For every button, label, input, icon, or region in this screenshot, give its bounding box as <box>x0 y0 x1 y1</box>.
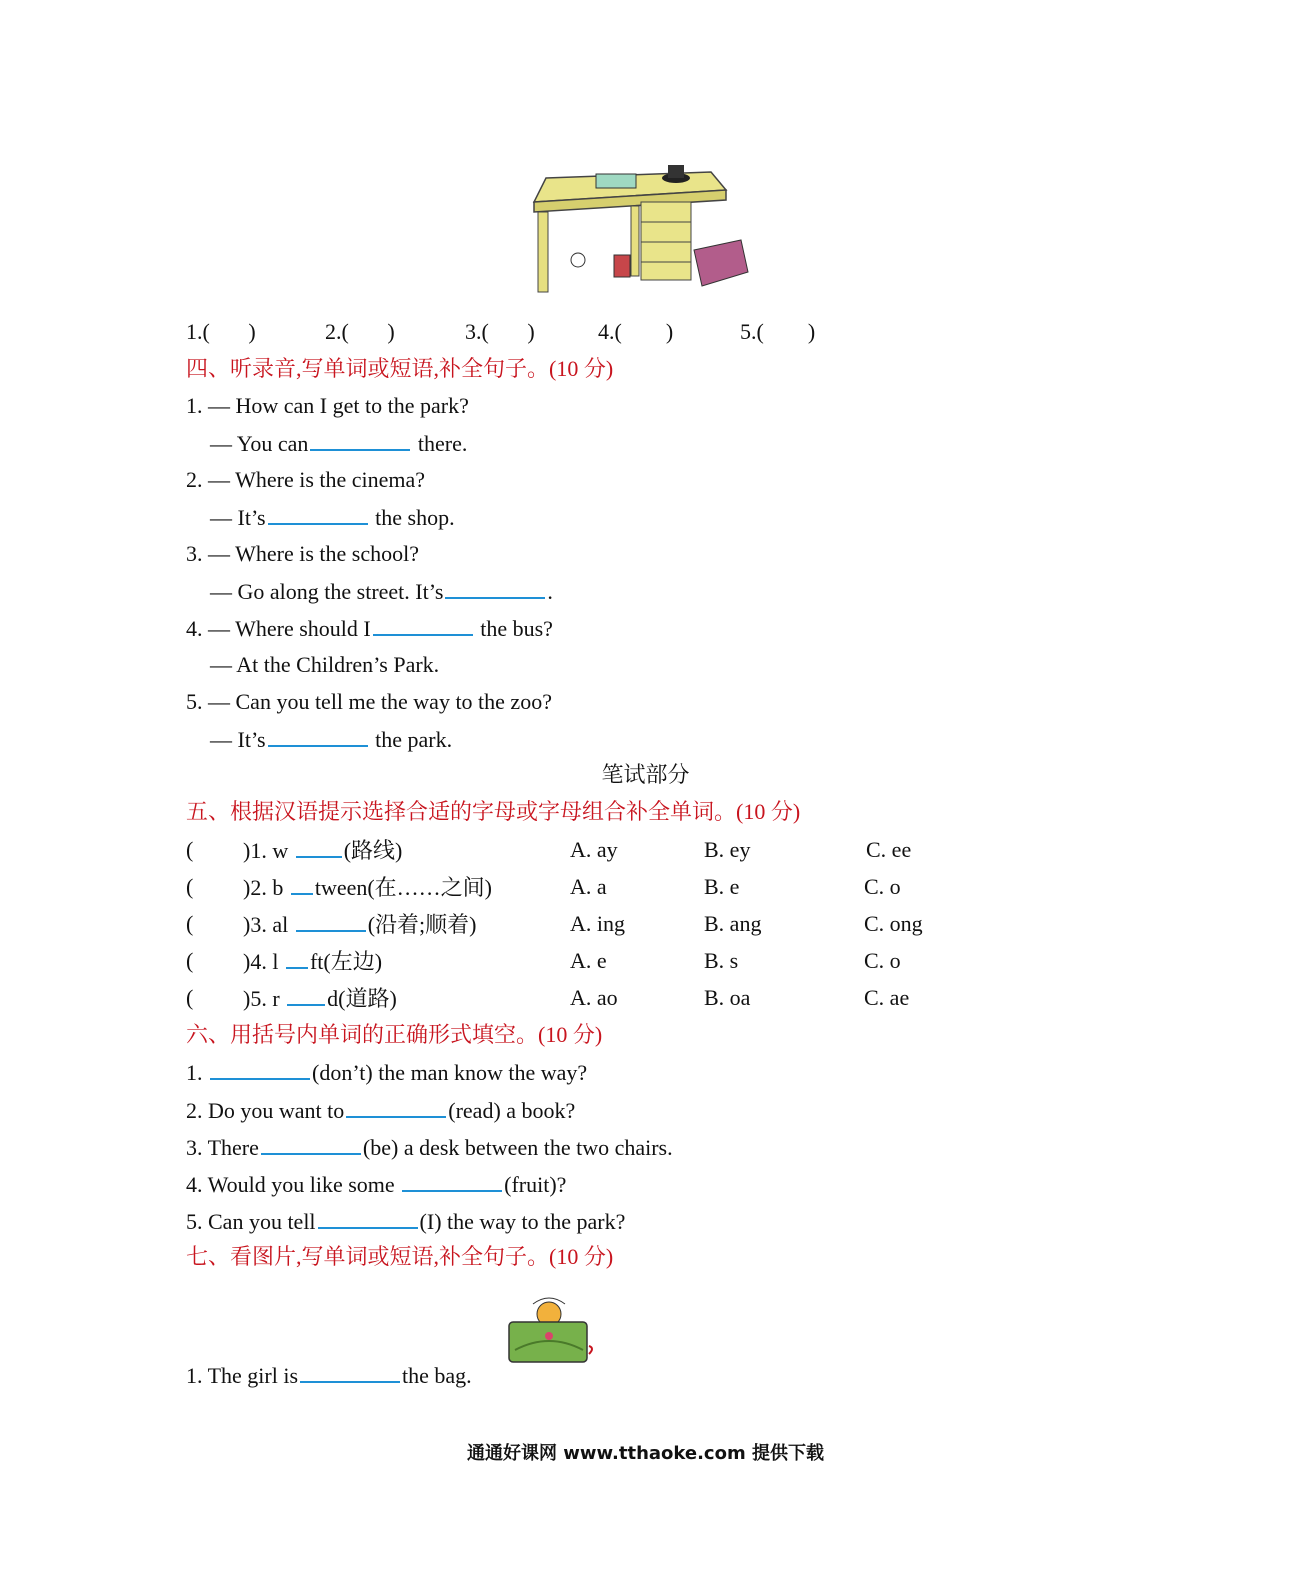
girl-bag-illustration <box>503 1292 601 1372</box>
picture-answer-1[interactable]: 1.( ) <box>186 319 256 344</box>
option-a[interactable]: A. ao <box>570 985 618 1010</box>
answer-blank[interactable] <box>373 614 473 636</box>
picture-answer-4[interactable]: 4.( ) <box>598 319 674 344</box>
answer-blank[interactable] <box>287 984 325 1006</box>
answer-blank[interactable] <box>445 577 545 599</box>
picture-answer-2[interactable]: 2.( ) <box>325 319 395 344</box>
option-c[interactable]: C. ong <box>864 911 923 936</box>
s6-item-4: 4. Would you like some (fruit)? <box>186 1172 567 1197</box>
answer-blank[interactable] <box>286 947 308 969</box>
s4-q2: 2. — Where is the cinema? <box>186 467 426 492</box>
option-b[interactable]: B. s <box>704 948 739 973</box>
s4-a3: — Go along the street. It’s . <box>210 579 553 604</box>
answer-paren[interactable]: ( <box>186 948 194 973</box>
option-c[interactable]: C. ee <box>866 837 912 862</box>
s7-item-1: 1. The girl is the bag. <box>186 1363 472 1388</box>
section5-title: 五、根据汉语提示选择合适的字母或字母组合补全单词。(10 分) <box>186 799 801 824</box>
s6-item-3: 3. There (be) a desk between the two chairs. <box>186 1135 673 1160</box>
option-c[interactable]: C. o <box>864 874 901 899</box>
answer-blank[interactable] <box>402 1170 502 1192</box>
answer-blank[interactable] <box>268 725 368 747</box>
section7-title: 七、看图片,写单词或短语,补全句子。(10 分) <box>186 1244 614 1269</box>
s4-q5: 5. — Can you tell me the way to the zoo? <box>186 689 552 714</box>
answer-paren[interactable]: ( <box>186 985 194 1010</box>
desk-illustration <box>526 160 756 300</box>
s4-a1: — You can there. <box>210 431 468 456</box>
section6-title: 六、用括号内单词的正确形式填空。(10 分) <box>186 1022 603 1047</box>
s6-item-2: 2. Do you want to (read) a book? <box>186 1098 576 1123</box>
s4-q1: 1. — How can I get to the park? <box>186 393 469 418</box>
answer-blank[interactable] <box>346 1096 446 1118</box>
answer-blank[interactable] <box>291 873 313 895</box>
answer-blank[interactable] <box>318 1207 418 1229</box>
footer-credit: 通通好课网 www.tthaoke.com 提供下载 <box>467 1443 824 1464</box>
option-a[interactable]: A. a <box>570 874 607 899</box>
answer-blank[interactable] <box>296 836 342 858</box>
s4-a5: — It’s the park. <box>210 727 453 752</box>
answer-paren[interactable]: ( <box>186 911 194 936</box>
answer-blank[interactable] <box>268 503 368 525</box>
s4-q4: 4. — Where should I the bus? <box>186 616 553 641</box>
answer-blank[interactable] <box>261 1133 361 1155</box>
section4-title: 四、听录音,写单词或短语,补全句子。(10 分) <box>186 356 614 381</box>
written-part-heading: 笔试部分 <box>601 762 690 787</box>
option-c[interactable]: C. ae <box>864 985 910 1010</box>
s4-a4: — At the Children’s Park. <box>210 652 440 677</box>
answer-paren[interactable]: ( <box>186 837 194 862</box>
picture-answer-3[interactable]: 3.( ) <box>465 319 535 344</box>
option-a[interactable]: A. ay <box>570 837 618 862</box>
answer-blank[interactable] <box>310 429 410 451</box>
option-b[interactable]: B. ang <box>704 911 762 936</box>
option-b[interactable]: B. ey <box>704 837 751 862</box>
option-b[interactable]: B. oa <box>704 985 751 1010</box>
answer-paren[interactable]: ( <box>186 874 194 899</box>
s4-q3: 3. — Where is the school? <box>186 541 419 566</box>
s4-a2: — It’s the shop. <box>210 505 455 530</box>
option-a[interactable]: A. e <box>570 948 607 973</box>
s6-item-1: 1. (don’t) the man know the way? <box>186 1060 588 1085</box>
s6-item-5: 5. Can you tell (I) the way to the park? <box>186 1209 626 1234</box>
picture-answer-5[interactable]: 5.( ) <box>740 319 816 344</box>
answer-blank[interactable] <box>300 1361 400 1383</box>
option-c[interactable]: C. o <box>864 948 901 973</box>
answer-blank[interactable] <box>210 1058 310 1080</box>
option-b[interactable]: B. e <box>704 874 740 899</box>
answer-blank[interactable] <box>296 910 366 932</box>
option-a[interactable]: A. ing <box>570 911 625 936</box>
